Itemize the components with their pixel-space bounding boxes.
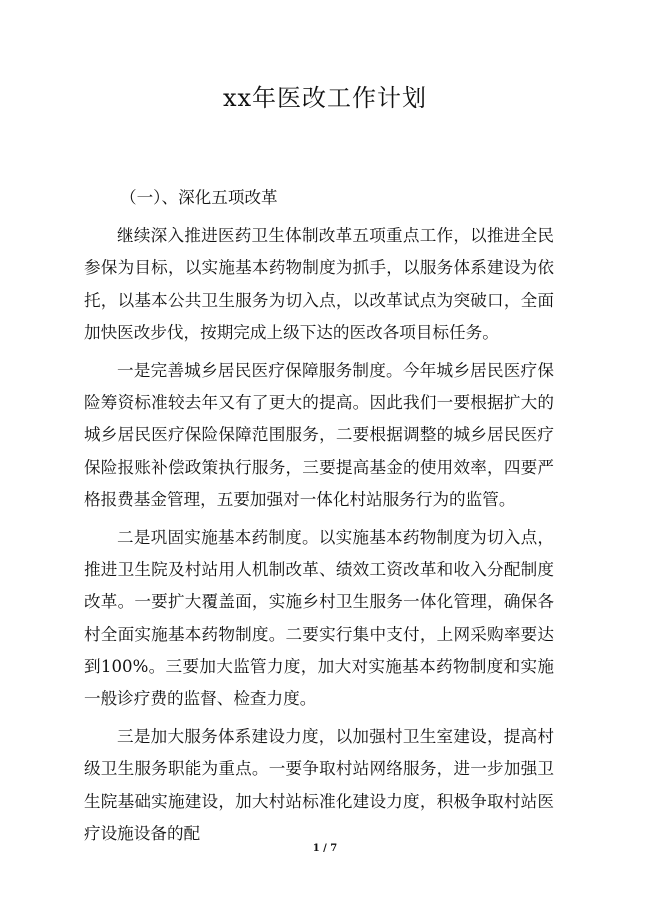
document-body (84, 182, 554, 856)
section-heading: （一）、深化五项改革 (120, 188, 278, 207)
paragraph-2: 一是完善城乡居民医疗保障服务制度。今年城乡居民医疗保险筹资标准较去年又有了更大的提高。因此我们一要根据扩大的城乡居民医疗保险保障范围服务，二要根据调整的城乡居民医疗保险报账补偿政策执行服务，三要提高基金的使用效率，四要严格报费基金管理，五要加强对一体化村站服务行为的监管。 (84, 361, 554, 509)
paragraph-3: 二是巩固实施基本药制度。以实施基本药物制度为切入点，推进卫生院及村站用人机制改革、绩效工资改革和收入分配制度改革。一要扩大覆盖面，实施乡村卫生服务一体化管理，确保各村全面实施基本药物制度。二要实行集中支付，上网采购率要达到100%。三要加大监管力度，加大对实施基本药物制度和实施一般诊疗费的监督、检查力度。 (84, 528, 554, 709)
page-number: 1 / 7 (312, 843, 338, 854)
document-title: xx年医改工作计划 (222, 84, 428, 112)
paragraph-4: 三是加大服务体系建设力度，以加强村卫生室建设，提高村级卫生服务职能为重点。一要争取村站网络服务，进一步加强卫生院基础实施建设，加大村站标准化建设力度，积极争取村站医疗设施设备的配 (84, 727, 554, 843)
paragraph-1: 继续深入推进医药卫生体制改革五项重点工作，以推进全民参保为目标，以实施基本药物制度为抓手，以服务体系建设为依托，以基本公共卫生服务为切入点，以改革试点为突破口，全面加快医改步伐，按期完成上级下达的医改各项目标任务。 (84, 226, 554, 342)
